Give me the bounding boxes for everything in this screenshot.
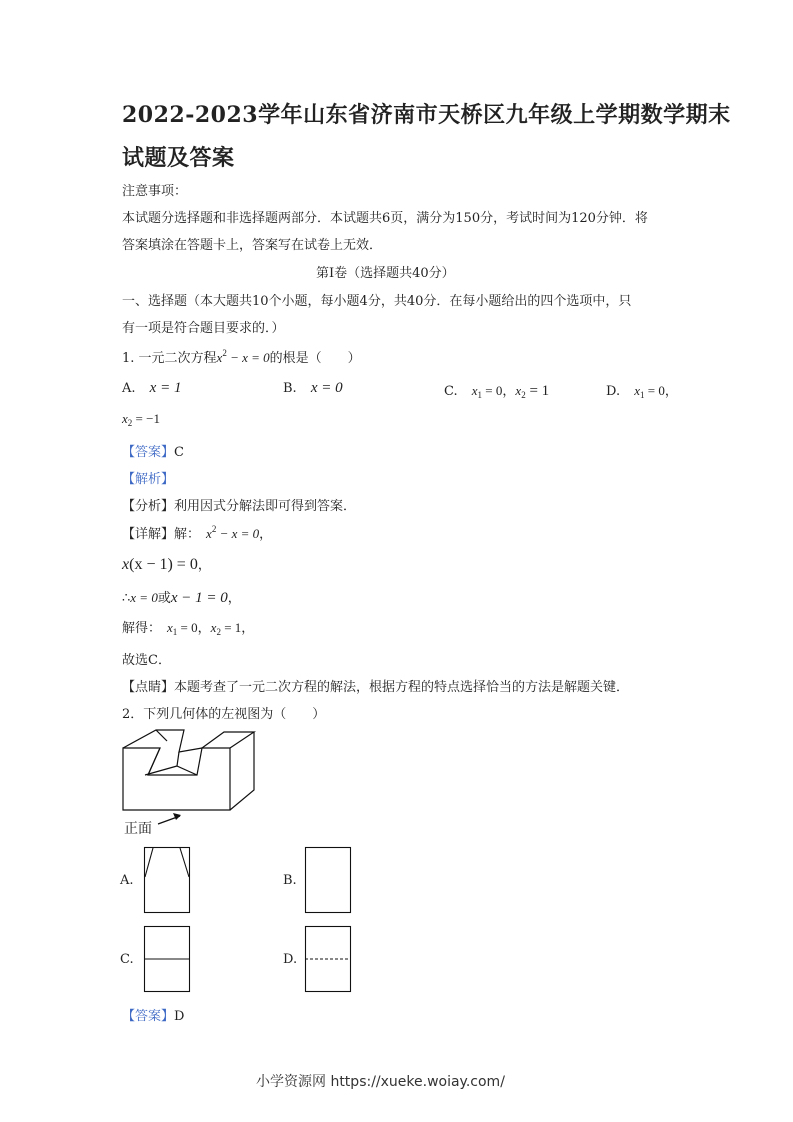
q1-option-d-sub2: 2: [127, 418, 133, 428]
q1-sol-value2: = 1: [220, 620, 242, 635]
q1-option-a-label: A.: [122, 381, 136, 396]
q2-option-b-figure: [305, 847, 351, 913]
q1-solve-label: 解得：: [122, 621, 162, 636]
q1-eq-rest: − x = 0: [226, 350, 270, 365]
q1-answer-value: C: [174, 445, 184, 460]
q1-comment-tag: 【点睛】: [122, 680, 175, 695]
q1-choose: 故选C．: [122, 653, 171, 668]
q1-step-2-or: 或: [157, 591, 171, 606]
q1-sol-sub1: 1: [172, 627, 178, 637]
q2-stem: 2．下列几何体的左视图为（ ）: [122, 707, 326, 722]
q1-therefore: ∴: [122, 591, 131, 606]
q2-option-a-figure: [144, 847, 190, 913]
q1-sol-comma1: ，: [197, 621, 211, 636]
q1-option-c-comma: ，: [502, 384, 516, 399]
q1-option-b-value: x = 0: [310, 380, 343, 396]
q1-detail-eq-sup: 2: [211, 524, 217, 534]
q1-step-2-b: x − 1 = 0: [170, 590, 228, 606]
q1-detail-tag: 【详解】: [122, 527, 175, 542]
q1-step-1-rest: (x − 1) = 0: [129, 556, 198, 573]
q1-eq-x: x: [216, 350, 223, 365]
q1-option-c-label: C.: [444, 384, 458, 399]
part1-line-1: 一、选择题（本大题共10个小题，每小题4分，共40分．在每小题给出的四个选项中，只: [122, 294, 632, 309]
front-label: 正面: [124, 821, 152, 837]
q1-eq-sup: 2: [222, 348, 227, 358]
q1-sol-comma2: ，: [241, 621, 255, 636]
q1-detail-comma: ，: [259, 527, 273, 542]
q1-option-c-value1: = 0: [482, 383, 503, 398]
title-line-1: 2022-2023学年山东省济南市天桥区九年级上学期数学期末: [122, 102, 731, 128]
q2-option-d-figure: [305, 926, 351, 992]
q1-option-c-sub2: 2: [521, 390, 526, 400]
q2-option-c-label: C.: [120, 952, 134, 967]
q1-option-d-value1: = 0: [644, 383, 665, 398]
notice-heading: 注意事项：: [122, 184, 188, 199]
title-line-2: 试题及答案: [122, 145, 235, 171]
q1-option-c-sub1: 1: [477, 390, 483, 400]
q1-step-2-a: x = 0: [130, 590, 158, 605]
section-title: 第Ⅰ卷（选择题共40分）: [316, 266, 455, 281]
q1-option-c-x2: x: [515, 383, 522, 398]
q1-fenxi-tag: 【分析】: [122, 499, 175, 514]
q1-step-2-comma: ，: [227, 591, 241, 606]
q1-fenxi-text: 利用因式分解法即可得到答案．: [174, 499, 357, 514]
q2-option-a-label: A.: [120, 873, 134, 888]
q1-sol-x1: x: [167, 620, 173, 635]
q1-suffix: 的根是（ ）: [269, 351, 361, 366]
q1-option-d-x1: x: [634, 383, 641, 398]
q1-option-d-x2: x: [122, 411, 128, 426]
q1-prefix: 1. 一元二次方程: [122, 351, 217, 366]
q1-option-d-comma: ，: [664, 384, 678, 399]
q1-step-1-x: x: [122, 556, 130, 573]
q1-option-a-value: x = 1: [149, 380, 182, 396]
q1-detail-eq-x: x: [206, 526, 212, 541]
q1-sol-sub2: 2: [216, 627, 221, 637]
q1-option-d-value2: = −1: [132, 411, 160, 426]
footer-source: 小学资源网 https://xueke.woiay.com/: [256, 1074, 505, 1090]
q2-answer-value: D: [174, 1009, 185, 1024]
q1-option-b-label: B.: [283, 381, 297, 396]
q2-answer: [122, 1005, 184, 1024]
q1-analysis-tag: 【解析】: [122, 472, 175, 487]
q1-step-1-comma: ，: [197, 558, 211, 573]
q1-sol-value1: = 0: [177, 620, 198, 635]
q1-option-d-label: D.: [606, 384, 621, 399]
q2-option-c-figure: [144, 926, 190, 992]
q1-option-c-value2: = 1: [525, 383, 550, 399]
notice-line-1: 本试题分选择题和非选择题两部分．本试题共6页，满分为150分，考试时间为120分钟．将: [122, 211, 648, 226]
q1-comment-text: 本题考查了一元二次方程的解法，根据方程的特点选择恰当的方法是解题关键．: [174, 680, 630, 695]
q2-answer-tag: 【答案】: [122, 1009, 175, 1024]
q1-sol-x2: x: [210, 620, 217, 635]
q1-answer-tag: 【答案】: [122, 445, 175, 460]
q1-option-c-x1: x: [471, 383, 478, 398]
q1-option-d-sub1: 1: [640, 390, 645, 400]
part1-line-2: 有一项是符合题目要求的．）: [122, 321, 285, 336]
q1-detail-eq-rest: − x = 0: [216, 526, 260, 541]
q2-option-d-label: D.: [283, 952, 298, 967]
q1-detail-intro: 解：: [174, 527, 201, 542]
q2-option-b-label: B.: [283, 873, 297, 888]
notice-line-2: 答案填涂在答题卡上，答案写在试卷上无效．: [122, 238, 383, 253]
